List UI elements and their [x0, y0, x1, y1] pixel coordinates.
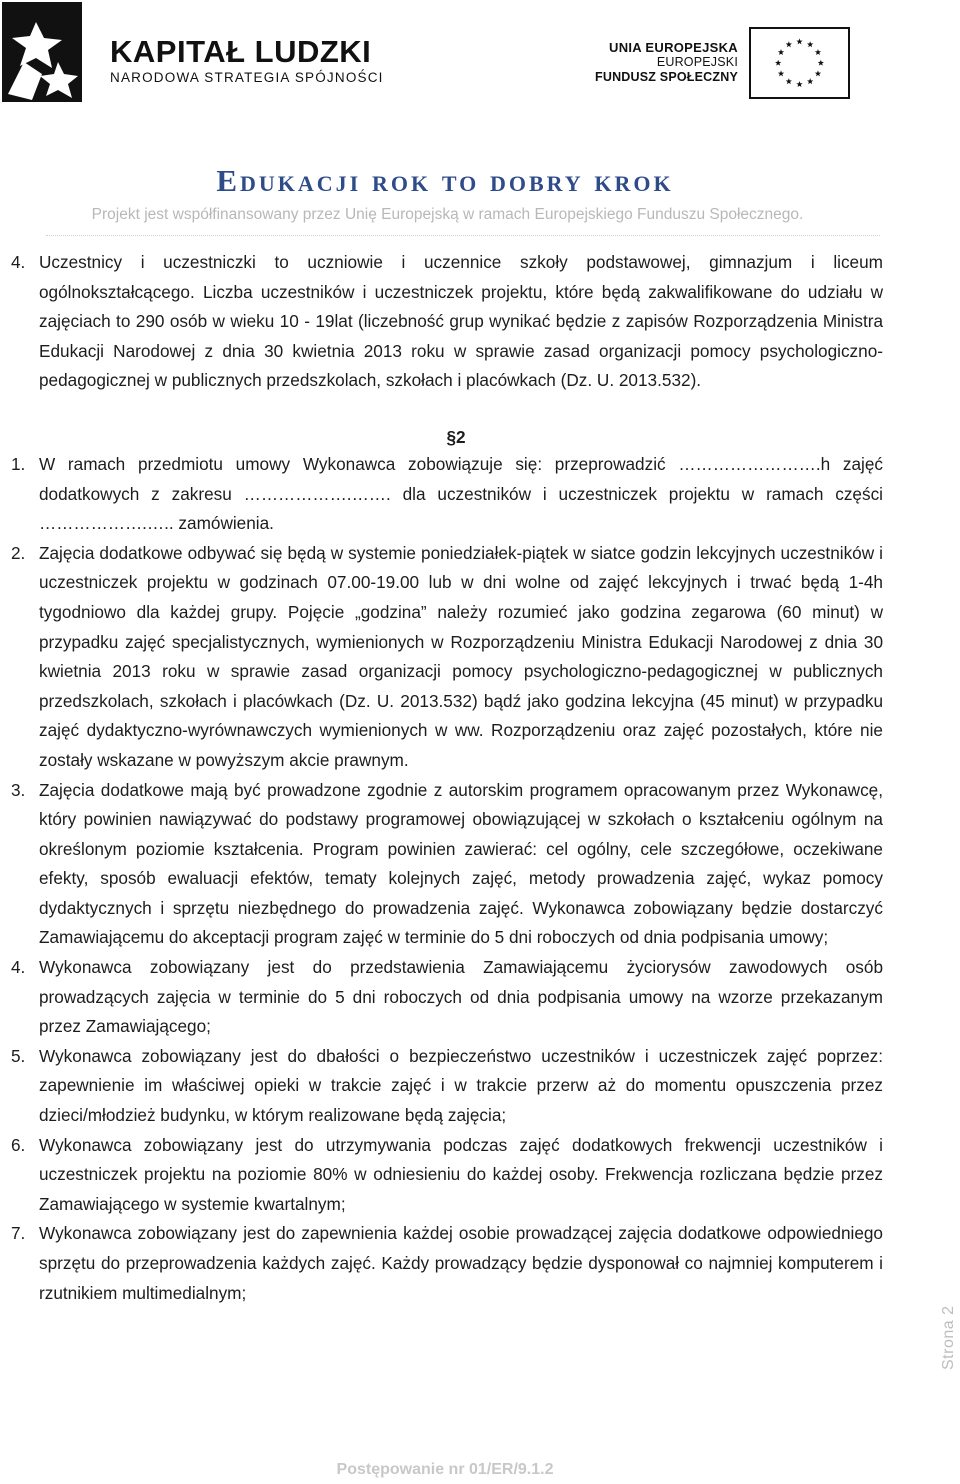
list-item [11, 776, 883, 954]
item-text: Wykonawca zobowiązany jest do zapewnienia każdej osobie prowadzącej zajęcia dodatkowe odpowiedniego sprzętu do przeprowadzenia każdych zajęć. Każdy prowadzący będzie dysponował co najmniej komputerem i rzutnikiem multimedialnym; [39, 1223, 883, 1303]
eu-star [818, 60, 824, 66]
item-text: Wykonawca zobowiązany jest do dbałości o bezpieczeństwo uczestników i uczestniczek zajęć poprzez: zapewnienie im właściwej opieki w trakcie zajęć i w trakcie przerw aż do momentu opuszczenia przez dzieci/młodzież budynku, w którym realizowane będą zajęcia; [39, 1045, 883, 1126]
kapital-ludzki-wordmark [110, 36, 384, 85]
eu-star [786, 78, 792, 84]
kl-subtitle: NARODOWA STRATEGIA SPÓJNOŚCI [110, 70, 384, 85]
footer-reference: Postępowanie nr 01/ER/9.1.2 [336, 1461, 554, 1478]
list-item [11, 953, 883, 1042]
item-number: 4. [11, 252, 26, 272]
eu-star [796, 38, 802, 44]
item-number: 6. [11, 1134, 26, 1155]
cofinance-note: Projekt jest współfinansowany przez Unię Europejską w ramach Europejskiego Funduszu Społecznego. [91, 206, 804, 223]
eu-star [815, 70, 821, 76]
page-number: Strona 2 [940, 1305, 957, 1370]
project-title: Edukacji rok to dobry krok [216, 163, 674, 198]
section-title: §2 [446, 426, 466, 447]
eu-flag-icon [749, 27, 850, 99]
list-item [11, 450, 883, 539]
eu-wordmark [595, 40, 738, 85]
eu-line1: UNIA EUROPEJSKA [609, 40, 738, 55]
item-number: 1. [11, 453, 26, 474]
header-divider [46, 235, 880, 236]
item-text: W ramach przedmiotu umowy Wykonawca zobowiązuje się: przeprowadzić …………………….h zajęć dodatkowych z zakresu ……………….……. dla uczestników i uczestniczek projektu w ramach części ……………….….. zamówienia. [39, 453, 883, 534]
list-item [11, 1219, 883, 1308]
eu-star [778, 70, 784, 76]
eu-star [807, 41, 813, 47]
item-text: Uczestnicy i uczestniczki to uczniowie i uczennice szkoły podstawowej, gimnazjum i liceum ogólnokształcącego. Liczba uczestników i uczestniczek projektu, które będą zakwalifikowane do udziału w zajęciach to 290 osób w wieku 10 - 19lat (liczebność grup wynikać będzie z zapisów Rozporządzenia Ministra Edukacji Narodowej z dnia 30 kwietnia 2013 roku w sprawie zasad organizacji pomocy psychologiczno-pedagogicznej w publicznych przedszkolach, szkołach i placówkach (Dz. U. 2013.532). [39, 252, 883, 391]
item-text: Wykonawca zobowiązany jest do utrzymywania podczas zajęć dodatkowych frekwencji uczestników i uczestniczek projektu na poziomie 80% w odniesieniu do każdej osoby. Frekwencja rozliczana będzie przez Zamawiającego w systemie kwartalnym; [39, 1134, 883, 1214]
eu-star [786, 41, 792, 47]
item-number: 7. [11, 1223, 26, 1244]
kl-title: KAPITAŁ LUDZKI [110, 34, 372, 69]
eu-line3: FUNDUSZ SPOŁECZNY [595, 70, 738, 84]
document-body [11, 248, 883, 1308]
item-text: Wykonawca zobowiązany jest do przedstawienia Zamawiającemu życiorysów zawodowych osób prowadzących zajęcia w terminie do 5 dni roboczych od dnia podpisania umowy na wzorze przekazanym przez Zamawiającego; [39, 957, 883, 1037]
eu-star [815, 49, 821, 55]
list-item [11, 1131, 883, 1220]
item-text: Zajęcia dodatkowe odbywać się będą w systemie poniedziałek-piątek w siatce godzin lekcyjnych uczestników i uczestniczek projektu w godzinach 07.00-19.00 lub w dni wolne od zajęć lekcyjnych i trwać będą 1-4h tygodniowo dla każdej grupy. Pojęcie „godzina” należy rozumieć jako godzina zegarowa (60 minut) w przypadku zajęć specjalistycznych, wymienionych w Rozporządzeniu Ministra Edukacji Narodowej z dnia 30 kwietnia 2013 roku w sprawie zasad organizacji pomocy psychologiczno-pedagogicznej w publicznych przedszkolach, szkołach i placówkach (Dz. U. 2013.532) bądź jako godzina lekcyjna (45 minut) w przypadku zajęć dydaktyczno-wyrównawczych wymienionych w ww. Rozporządzeniu oraz zajęć pozostałych, które nie zostały wskazane w powyższym akcie prawnym. [39, 542, 883, 770]
eu-star [778, 49, 784, 55]
eu-star [775, 60, 781, 66]
eu-line2: EUROPEJSKI [656, 55, 738, 69]
item-number: 3. [11, 779, 26, 800]
item-number: 5. [11, 1045, 26, 1066]
item-number: 2. [11, 542, 26, 563]
item-number: 4. [11, 957, 26, 978]
list-item [11, 539, 883, 776]
item-text: Zajęcia dodatkowe mają być prowadzone zgodnie z autorskim programem opracowanym przez Wykonawcę, który powinien nawiązywać do podstawy programowej obowiązującej w szkołach o kształceniu ogólnym na określonym poziomie kształcenia. Program powinien zawierać: cel ogólny, cele szczegółowe, oczekiwane efekty, sposób ewaluacji efektów, tematy kolejnych zajęć, metody prowadzenia zajęć, wykaz pomocy dydaktycznych i sprzętu niezbędnego do prowadzenia zajęć. Wykonawca zobowiązany będzie dostarczyć Zamawiającemu do akceptacji program zajęć w terminie do 5 dni roboczych od dnia podpisania umowy; [39, 779, 883, 948]
list-item [11, 1042, 883, 1131]
eu-star [796, 81, 802, 87]
kapital-ludzki-logo [2, 2, 90, 102]
eu-star [807, 78, 813, 84]
list-item [11, 248, 883, 396]
